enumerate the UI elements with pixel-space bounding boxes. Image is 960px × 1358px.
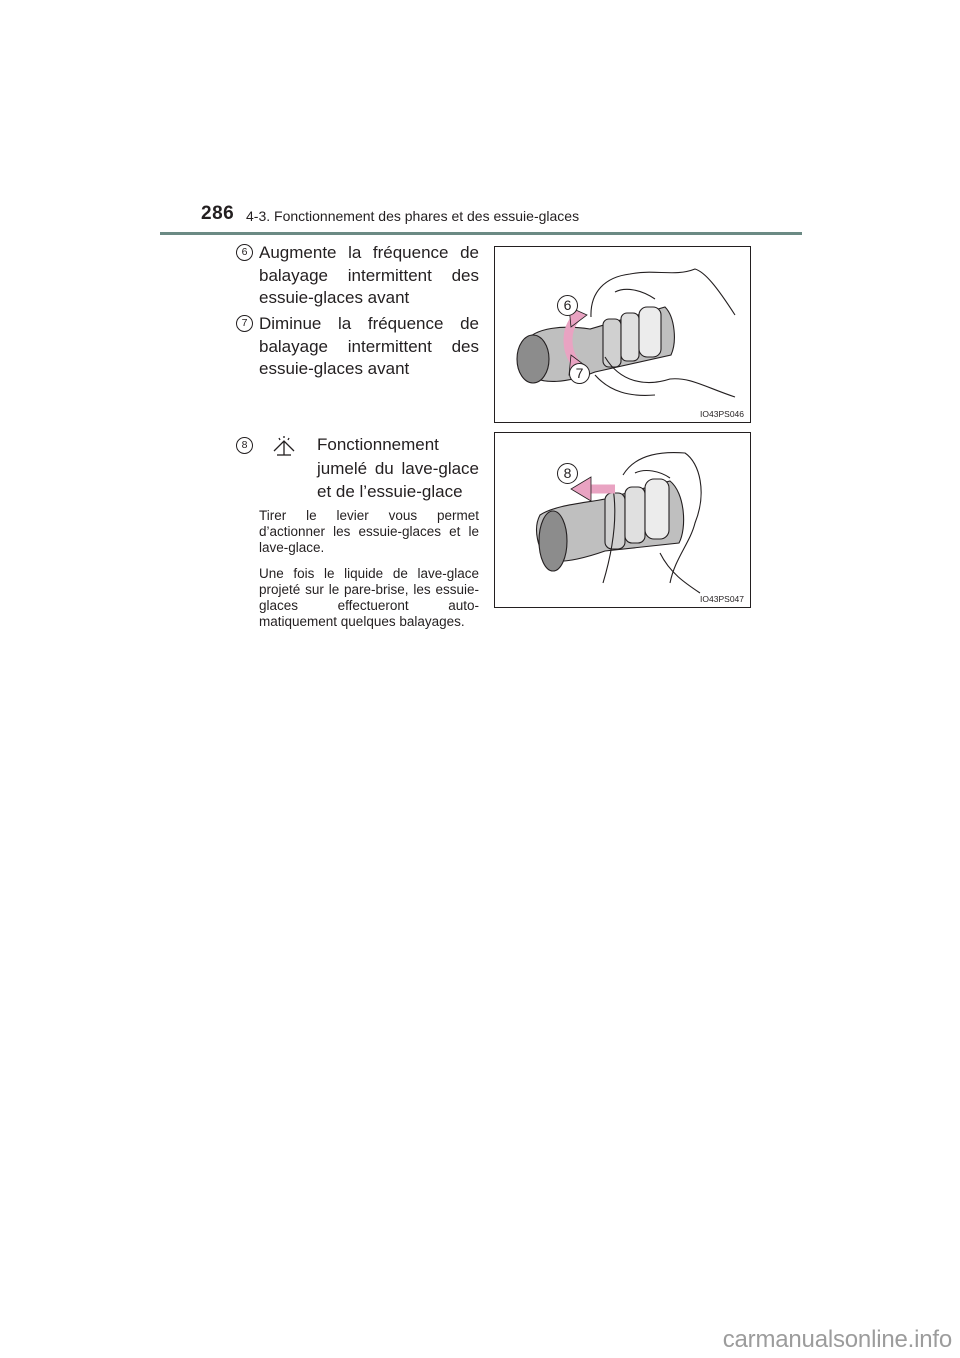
header-rule (160, 232, 802, 235)
figure-lever-pull (494, 432, 751, 608)
item-title-8-line1: Fonctionnement (317, 435, 439, 454)
item-note-8-b: Une fois le liquide de lave-glace projeté sur le pare-brise, les essuie-glaces effectueront auto- matiquement quelques balayages. (259, 566, 479, 629)
figure-code: IO43PS046 (700, 409, 744, 419)
callout-8: 8 (557, 463, 578, 484)
figure-lever-rotate (494, 246, 751, 423)
item-title-8-rest: jumelé du lave-glace et de l’essuie-glace (317, 459, 479, 501)
item-text-7: Diminue la fréquence de balayage intermittent des essuie-glaces avant (259, 314, 479, 378)
footer-watermark: carmanualsonline.info (722, 1326, 952, 1353)
figure-code: IO43PS047 (700, 594, 744, 604)
item-marker-8: 8 (236, 437, 253, 454)
item-text-6: Augmente la fréquence de balayage intermittent des essuie-glaces avant (259, 243, 479, 307)
item-marker-7: 7 (236, 315, 253, 332)
washer-wiper-icon (271, 433, 297, 459)
callout-6: 6 (557, 295, 578, 316)
item-note-8-a: Tirer le levier vous permet d’actionner les essuie-glaces et le lave-glace. (259, 508, 479, 555)
item-marker-6: 6 (236, 244, 253, 261)
section-title: 4-3. Fonctionnement des phares et des essuie-glaces (246, 208, 580, 224)
callout-7: 7 (569, 363, 590, 384)
page-number: 286 (201, 203, 235, 224)
